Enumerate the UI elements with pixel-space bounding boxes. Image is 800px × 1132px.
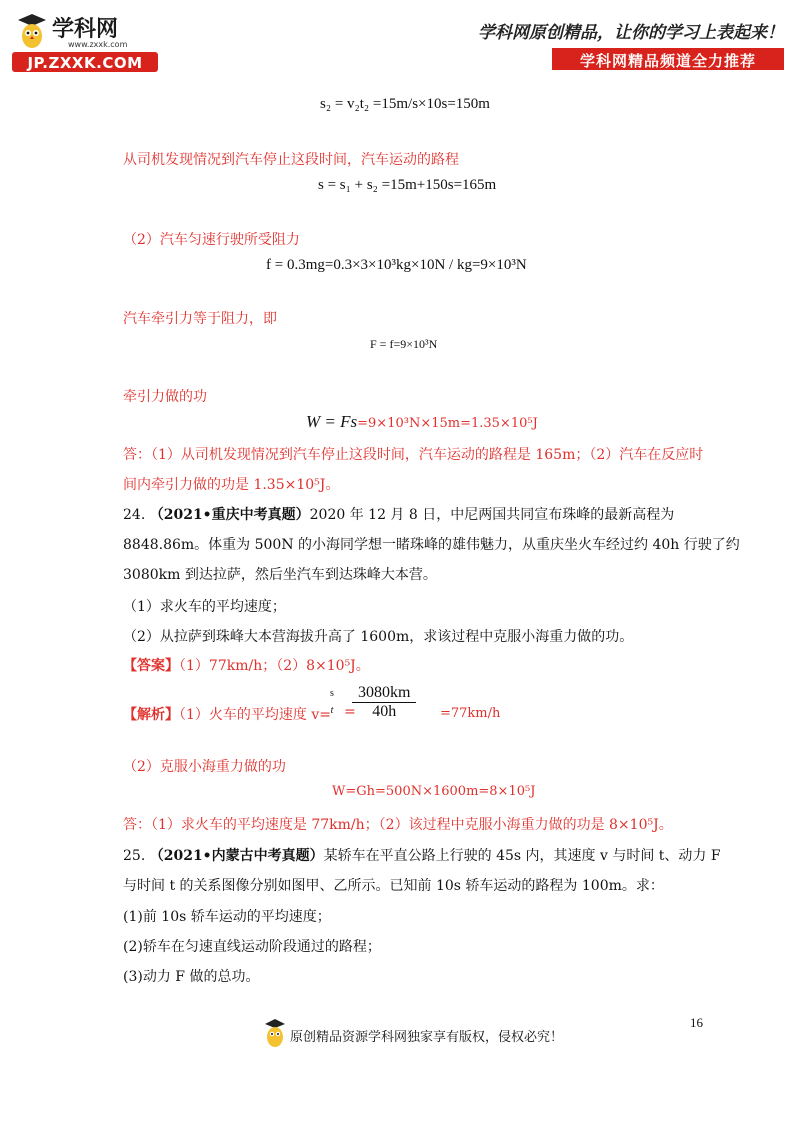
site-logo [12,12,162,74]
analysis-24-fraction [352,684,416,721]
text-total-path: 从司机发现情况到汽车停止这段时间，汽车运动的路程 [123,152,459,168]
question-25-text-a: 某轿车在平直公路上行驶的 45s 内，其速度 v 与时间 t、动力 F [323,848,721,864]
question-25-part-2: (2)轿车在匀速直线运动阶段通过的路程； [123,939,381,955]
logo-subtext: www.zxxk.com [68,40,128,49]
equation-W-left: W = Fs [306,412,358,431]
text-work: 牵引力做的功 [123,389,207,405]
analysis-24-eq-sign: = [344,704,356,720]
question-25-number: 25. [123,848,146,864]
equation-W [306,412,538,432]
question-24-part-2: （2）从拉萨到珠峰大本营海拔升高了 1600m，求该过程中克服小海重力做的功。 [123,629,634,645]
question-24-line-a [123,504,674,524]
logo-text: 学科网 [52,17,119,42]
recommend-text: 学科网精品频道全力推荐 [579,52,756,70]
question-24-line-c: 3080km 到达拉萨，然后坐汽车到达珠峰大本营。 [123,567,437,583]
question-24-text-a: 2020 年 12 月 8 日，中尼两国共同宣布珠峰的最新高程为 [309,507,675,523]
analysis-24-label: 【解析】 [123,707,179,723]
analysis-24-text: （1）火车的平均速度 v= [179,707,331,723]
header-slogan: 学科网原创精品，让你的学习上表起来！ [478,23,784,43]
answer-2: 答：（1）求火车的平均速度是 77km/h；（2）该过程中克服小海重力做的功是 8×10⁵J。 [123,817,673,833]
answer-24 [123,655,370,675]
owl-mascot-icon [14,12,50,52]
answer-24-text: （1）77km/h；（2）8×10⁵J。 [179,658,370,674]
fraction-denominator: 40h [372,703,397,720]
small-fraction-num: s [330,688,334,699]
analysis-24-part-2: （2）克服小海重力做的功 [123,759,286,775]
text-resistance: （2）汽车匀速行驶所受阻力 [123,232,300,248]
fraction-numerator: 3080km [352,684,416,703]
equation-W2: W=Gh=500N×1600m=8×10⁵J [332,784,536,799]
analysis-24-line [123,704,331,724]
question-24-number: 24. [123,507,146,523]
question-25-tag: （2021•内蒙古中考真题） [149,848,324,864]
equation-s-total: s = s₁ + s₂ =15m+150s=165m [318,177,497,193]
question-24-line-b: 8848.86m。体重为 500N 的小海同学想一睹珠峰的雄伟魅力，从重庆坐火车经过约 40h 行驶了约 [123,537,740,553]
question-25-part-1: (1)前 10s 轿车运动的平均速度； [123,909,331,925]
question-24-tag: （2021•重庆中考真题） [149,507,310,523]
logo-url: JP.ZXXK.COM [27,54,143,72]
small-fraction-den: t [330,705,334,716]
question-25-part-3: (3)动力 F 做的总功。 [123,969,260,985]
owl-mascot-icon [263,1018,287,1048]
analysis-24-result: =77km/h [440,706,501,721]
analysis-24-small-fraction [330,688,334,716]
answer-24-label: 【答案】 [123,658,179,674]
equation-s2: s₂ = v₂t₂ =15m/s×10s=150m [320,96,490,112]
question-25-line-b: 与时间 t 的关系图像分别如图甲、乙所示。已知前 10s 轿车运动的路程为 100m。求： [123,878,664,894]
equation-f: f = 0.3mg=0.3×3×10³kg×10N / kg=9×10³N [266,257,527,273]
equation-W-right: =9×10³N×15m=1.35×10⁵J [357,416,538,431]
question-24-part-1: （1）求火车的平均速度； [123,599,286,615]
text-traction: 汽车牵引力等于阻力，即 [123,311,277,327]
answer-1-line-b: 间内牵引力做的功是 1.35×10⁵J。 [123,477,340,493]
equation-F: F = f=9×10³N [370,337,438,351]
question-25-line-a [123,845,721,865]
page-number: 16 [690,1015,703,1030]
answer-1-line-a: 答：（1）从司机发现情况到汽车停止这段时间，汽车运动的路程是 165m；（2）汽车在反应时 [123,447,704,463]
footer-copyright: 原创精品资源学科网独家享有版权，侵权必究！ [290,1030,564,1045]
